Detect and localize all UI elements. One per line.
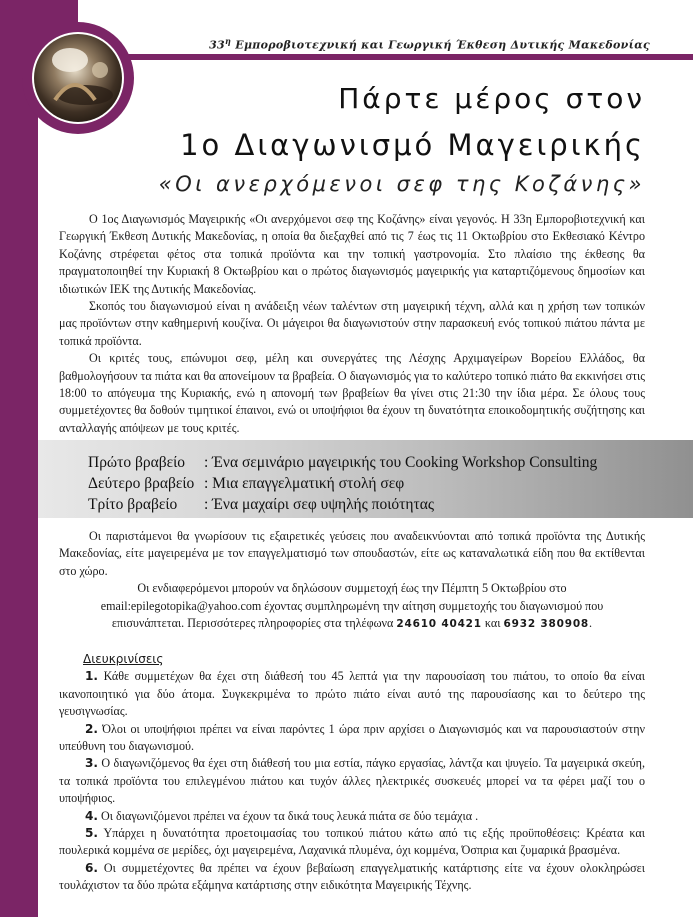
intro-paragraph-3: Οι κριτές τους, επώνυμοι σεφ, μέλη και συνεργάτες της Λέσχης Αρχιμαγείρων Βορείου Ελλάδος, θα βαθμολογήσουν τα πιάτα και θα απονείμουν τα βραβεία. Ο διαγωνισμός για το καλύτερο τοπικό πιάτο θα εκκινήσει στις 18:00 το απόγευμα της Κυριακής, ενώ η απονομή των βραβείων θα γίνει στις 21:30 την ίδια μέρα. Σε όλους τους συμμετέχοντες θα δοθούν τιμητικοί έπαινοι, ενώ οι υποψήφιοι θα έχουν τη δυνατότητα εποικοδομητικής συζήτησης και ανταλλαγής απόψεων με τους κριτές. [59, 351, 645, 435]
clarification-number: 4. [85, 808, 99, 823]
phone-conjunction: και [481, 616, 504, 631]
prize-value: : Ένα μαχαίρι σεφ υψηλής ποιότητας [204, 496, 434, 513]
clarification-number: 6. [85, 860, 99, 875]
clarifications-section [59, 651, 645, 895]
registration-line-2: email:epilegotopika@yahoo.com έχοντας συμπληρωμένη την αίτηση συμμετοχής του διαγωνισμού που [100, 598, 604, 613]
title-line-1: Πάρτε μέρος στον [338, 82, 645, 115]
clarification-text: Οι συμμετέχοντες θα πρέπει να έχουν βεβαίωση επαγγελματικής κατάρτισης είτε να έχουν ολοκληρώσει τουλάχιστον τα δύο πρώτα εξάμηνα κατάρτισης στην ειδικότητα Μαγειρικής Τέχνης. [59, 860, 645, 893]
clarification-text: Ο διαγωνιζόμενος θα έχει στη διάθεσή του μια εστία, πάγκο εργασίας, λάντζα και ψυγείο. Τα μαγειρικά σκεύη, τα τοπικά προϊόντα του επιλεγμένου πιάτου και τυχόν άλλες ηλεκτρικές συσκευές μπορεί να τα φέρει μαζί του ο υποψήφιος. [59, 756, 645, 806]
prize-list [88, 452, 597, 515]
prize-label: Τρίτο βραβείο [88, 496, 178, 513]
prize-label: Δεύτερο βραβείο [88, 475, 195, 492]
clarification-text: Όλοι οι υποψήφιοι πρέπει να είναι παρόντες 1 ώρα πριν αρχίσει ο Διαγωνισμός και να παρουσιαστούν στην υπεύθυνη του διαγωνισμού. [59, 721, 645, 754]
prize-row-third [88, 494, 597, 515]
prize-row-first [88, 452, 597, 473]
clarification-text: Υπάρχει η δυνατότητα προετοιμασίας του τοπικού πιάτου κάτω από τις εξής προϋποθέσεις: Κρέατα και πουλερικά κομμένα σε μερίδες, όχι μαγειρεμένα, Λαχανικά πλυμένα, όχι κομμένα, Όσπρια και ζυμαρικά βρασμένα. [59, 826, 645, 858]
prize-label: Πρώτο βραβείο [88, 454, 186, 471]
registration-line-3 [59, 615, 645, 633]
phone-end: . [589, 616, 593, 631]
clarification-number: 5. [85, 826, 99, 841]
intro-body [59, 211, 645, 437]
prize-value: : Ένα σεμινάριο μαγειρικής του Cooking Workshop Consulting [204, 454, 598, 471]
clarification-item [59, 860, 645, 895]
clarification-item [59, 721, 645, 756]
clarification-item [59, 755, 645, 807]
participation-body [59, 528, 645, 633]
top-purple-rule [120, 54, 693, 60]
phones-intro: επισυνάπτεται. Περισσότερες πληροφορίες στα τηλέφωνα [111, 616, 397, 631]
exhibition-superscript: η [225, 36, 232, 46]
participation-paragraph: Οι παριστάμενοι θα γνωρίσουν τις εξαιρετικές γεύσεις που αναδεικνύονται από τοπικά προϊόντα της Δυτικής Μακεδονίας, είτε μαγειρεμένα με τον επαγγελματισμό των σπουδαστών, είτε ως καταναλωτικά είδη που θα εκτίθενται στο χώρο. [59, 529, 645, 578]
title-line-2: 1ο Διαγωνισμό Μαγειρικής [180, 128, 645, 162]
intro-paragraph-2: Σκοπός του διαγωνισμού είναι η ανάδειξη νέων ταλέντων στη μαγειρική τέχνη, αλλά και η χρήση των τοπικών μας προϊόντων στην καθημερινή κουζίνα. Οι μάγειροι θα διαγωνιστούν στην παρασκευή ενός τοπικού πιάτου πάντα με τοπικά προϊόντα. [59, 299, 645, 348]
clarification-item [59, 808, 645, 825]
prize-value: : Μια επαγγελματική στολή σεφ [204, 475, 405, 492]
clarification-item [59, 825, 645, 860]
subtitle: «Οι ανερχόμενοι σεφ της Κοζάνης» [158, 172, 645, 196]
registration-line-1: Οι ενδιαφερόμενοι μπορούν να δηλώσουν συμμετοχή έως την Πέμπτη 5 Οκτωβρίου στο [137, 581, 567, 596]
exhibition-number: 33 [209, 38, 225, 52]
clarification-number: 1. [85, 669, 99, 684]
prize-row-second [88, 473, 597, 494]
intro-paragraph-1: Ο 1ος Διαγωνισμός Μαγειρικής «Οι ανερχόμενοι σεφ της Κοζάνης» είναι γεγονός. Η 33η Εμποροβιοτεχνική και Γεωργική Έκθεση Δυτικής Μακεδονίας, η οποία θα διεξαχθεί από τις 7 έως τις 11 Οκτωβρίου στο Εκθεσιακό Κέντρο Κοζάνης στρέφεται φέτος στα τοπικά προϊόντα και την τοπική γαστρονομία. Στο πλαίσιο της έκθεσης θα πραγματοποιηθεί την Κυριακή 8 Οκτωβρίου και ο πρώτος διαγωνισμός μαγειρικής για καταρτιζόμενους δημοσίων και ιδιωτικών ΙΕΚ της Δυτικής Μακεδονίας. [59, 212, 645, 296]
clarification-item [59, 668, 645, 720]
clarification-number: 2. [85, 721, 99, 736]
clarification-text: Οι διαγωνιζόμενοι πρέπει να έχουν τα δικά τους λευκά πιάτα σε δύο τεμάχια . [98, 808, 479, 823]
clarification-text: Κάθε συμμετέχων θα έχει στη διάθεσή του 45 λεπτά για την παρουσίαση του πιάτου, το οποίο θα είναι ικανοποιητικό για δύο άτομα. Συγκεκριμένα το πρώτο πιάτο είναι αυτό της παρουσίασης και το δεύτερο της γευσιγνωσίας. [59, 669, 645, 719]
phone-number-1: 24610 40421 [396, 618, 482, 631]
clarifications-heading: Διευκρινίσεις [83, 652, 164, 666]
exhibition-name: Εμποροβιοτεχνική και Γεωργική Έκθεση Δυτικής Μακεδονίας [231, 38, 650, 52]
clarification-number: 3. [85, 756, 99, 771]
phone-number-2: 6932 380908 [503, 618, 590, 631]
exhibition-header [170, 36, 650, 52]
